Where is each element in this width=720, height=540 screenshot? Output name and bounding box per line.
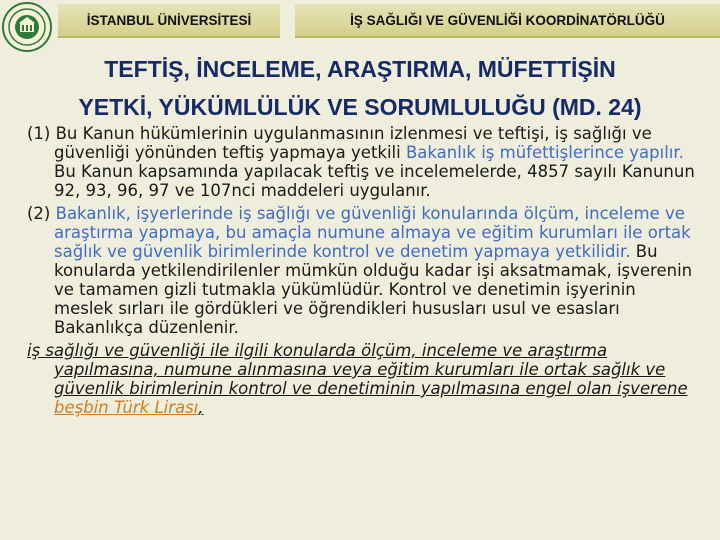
p2-text: (2) — [27, 204, 56, 223]
p2-text-cont: Bu konularda yetkilendirilenler mümkün olduğu kadar işi aksatmamak, işverenin ve tamamen gizli tutmakla yükümlüdür. Kontrol ve denetimin işyerinin meslek sırları ile gördükleri ve öğrendikleri hususları usul ve esasları Bakanlıkça düzenlenir. — [54, 242, 693, 337]
article-body — [27, 124, 697, 421]
paragraph-3 — [27, 341, 697, 417]
p3-text-end: , — [198, 398, 204, 417]
p3-penalty-amount: beşbin Türk Lirası — [54, 398, 199, 417]
p1-highlight: Bakanlık iş müfettişlerince yapılır. — [405, 143, 684, 162]
header-university-name: İSTANBUL ÜNİVERSİTESİ — [58, 4, 280, 38]
p1-text: (1) Bu Kanun hükümlerinin uygulanmasının izlenmesi ve teftişi, iş sağlığı ve güvenliği yönünden teftiş yapmaya yetkili — [27, 124, 652, 162]
p2-highlight: Bakanlık, işyerlerinde iş sağlığı ve güvenliği konularında ölçüm, inceleme ve araştırma yapmaya, bu amaçla numune almaya ve eğitim kurumları ile ortak sağlık ve güvenlik birimlerinde kontrol ve denetim yapmaya yetkilidir. — [54, 204, 691, 261]
header-department-name: İŞ SAĞLIĞI VE GÜVENLİĞİ KOORDİNATÖRLÜĞÜ — [295, 4, 720, 38]
paragraph-1 — [27, 124, 697, 200]
title-line-2: YETKİ, YÜKÜMLÜLÜK VE SORUMLULUĞU (MD. 24) — [78, 94, 642, 120]
paragraph-2 — [27, 204, 697, 337]
p3-text: iş sağlığı ve güvenliği ile ilgili konularda ölçüm, inceleme ve araştırma yapılmasına, numune alınmasına veya eğitim kurumları ile ortak sağlık ve güvenlik birimlerinin kontrol ve denetiminin yapılmasına engel olan işverene — [27, 341, 688, 398]
title-line-1: TEFTİŞ, İNCELEME, ARAŞTIRMA, MÜFETTİŞİN — [104, 56, 616, 82]
page-title — [0, 50, 720, 126]
university-seal-icon — [2, 2, 52, 52]
p1-text-cont: Bu Kanun kapsamında yapılacak teftiş ve incelemelerde, 4857 sayılı Kanunun 92, 93, 96, 97 ve 107nci maddeleri uygulanır. — [54, 162, 695, 200]
